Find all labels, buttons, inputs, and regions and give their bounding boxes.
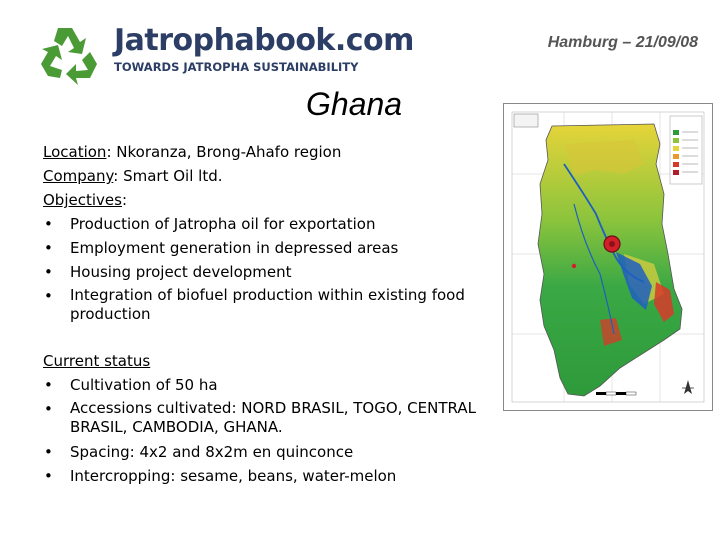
company-value: : Smart Oil ltd. [113,167,223,185]
objectives-heading [43,188,483,212]
list-item: • Intercropping: sesame, beans, water-melon [43,464,483,488]
objectives-list [43,212,483,327]
ghana-elevation-map [503,103,713,411]
list-item: • Housing project development [43,260,483,284]
objectives-colon: : [121,191,128,209]
slide-title: Ghana [306,86,403,122]
map-image [504,104,712,410]
location-line [43,140,483,164]
company-label: Company [43,167,114,185]
bullet-icon: • [44,400,53,418]
bullet-icon: • [44,376,53,394]
objectives-label: Objectives [43,191,122,209]
bullet-icon: • [44,443,53,461]
brand [114,24,414,74]
bullet-icon: • [44,239,53,257]
list-item: • Spacing: 4x2 and 8x2m en quinconce [43,440,483,464]
brand-tagline: TOWARDS JATROPHA SUSTAINABILITY [114,60,359,74]
scale-bar [596,392,636,395]
recycle-logo-icon [36,22,102,88]
brand-name: Jatrophabook.com [114,23,414,58]
bullet-icon: • [44,467,53,485]
list-item: • Cultivation of 50 ha [43,373,483,397]
location-value: : Nkoranza, Brong-Ahafo region [106,143,342,161]
list-item: • Accessions cultivated: NORD BRASIL, TOGO, CENTRAL BRASIL, CAMBODIA, GHANA. [44,399,476,436]
bullet-icon: • [44,263,53,281]
list-item: • Production of Jatropha oil for exportation [43,212,483,236]
bullet-icon: • [44,287,53,305]
slide-body [43,140,483,488]
city-marker-icon [572,264,576,268]
map-logo-icon [514,114,538,127]
company-line [43,164,483,188]
list-item: • Employment generation in depressed areas [43,236,483,260]
bullet-icon: • [44,215,53,233]
list-item: • Integration of biofuel production within existing food production [44,286,465,323]
location-label: Location [43,143,107,161]
status-list [43,373,483,488]
status-heading: Current status [43,352,151,370]
location-date: Hamburg – 21/09/08 [547,34,698,51]
